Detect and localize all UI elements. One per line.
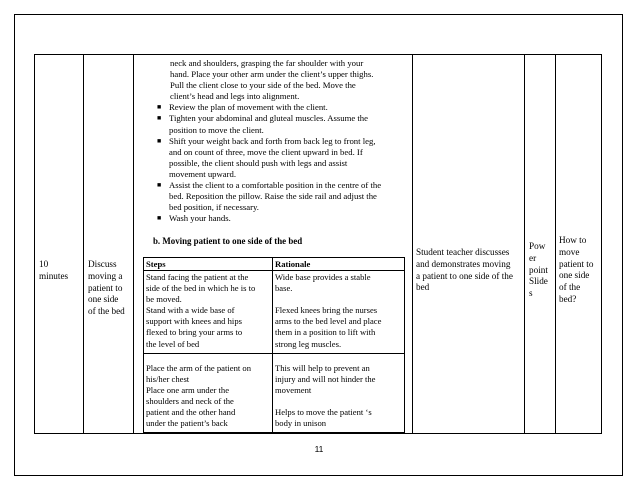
- page-number: 11: [314, 444, 324, 454]
- learning-activity-cell: [416, 247, 513, 294]
- text-line: Wide base provides a stable: [275, 272, 371, 282]
- text-line: support with knees and hips: [146, 316, 242, 327]
- text-line: s: [529, 288, 533, 299]
- continued-paragraph: [146, 58, 410, 102]
- text-line: strong leg muscles.: [275, 338, 342, 349]
- rationale-header: Rationale: [275, 259, 311, 269]
- steps-cell: [146, 363, 251, 430]
- square-bullet-icon: ■: [157, 136, 162, 145]
- square-bullet-icon: ■: [157, 181, 162, 190]
- row-divider: [144, 270, 404, 271]
- time-cell: [39, 259, 79, 283]
- text-line: Stand with a wide base of: [146, 305, 235, 316]
- square-bullet-icon: ■: [157, 114, 162, 123]
- text-line: move: [559, 246, 580, 257]
- time-value: 10 minutes: [39, 259, 69, 281]
- step-item: [146, 113, 410, 135]
- square-bullet-icon: ■: [157, 214, 162, 223]
- text-line: and demonstrates moving: [416, 258, 511, 269]
- column-divider: [83, 55, 84, 433]
- text-line: under the patient’s back: [146, 418, 228, 429]
- text-line: bed?: [559, 293, 577, 304]
- text-line: Flexed knees bring the nurses: [275, 305, 378, 316]
- column-divider: [133, 55, 134, 433]
- column-divider: [272, 258, 273, 432]
- av-aids-cell: [529, 241, 548, 300]
- text-line: flexed to bring your arms to: [146, 327, 243, 338]
- text-line: er: [529, 252, 537, 263]
- objective-line: of the bed: [88, 306, 125, 317]
- text-line: bed: [416, 282, 430, 293]
- text-line: shoulders and neck of the: [146, 396, 234, 407]
- text-line: bed position, if necessary.: [169, 202, 259, 213]
- row-divider: [144, 353, 404, 354]
- text-line: Wash your hands.: [169, 213, 231, 224]
- objective-line: moving a: [88, 270, 123, 281]
- text-line: Shift your weight back and forth from back leg to front leg,: [169, 135, 376, 146]
- step-item: [146, 180, 410, 213]
- step-item: [146, 213, 410, 224]
- column-divider: [524, 55, 525, 433]
- text-line: movement upward.: [169, 168, 237, 179]
- text-line: his/her chest: [146, 374, 190, 385]
- step-item: [146, 136, 410, 180]
- text-line: be moved.: [146, 294, 182, 305]
- text-line: of the: [559, 282, 581, 293]
- step-list: [146, 102, 410, 224]
- objective-cell: [88, 259, 125, 318]
- text-line: one side: [559, 270, 590, 281]
- steps-header: Steps: [146, 259, 166, 269]
- text-line: injury and will not hinder the: [275, 374, 376, 385]
- text-line: patient and the other hand: [146, 407, 236, 418]
- text-line: side of the bed in which he is to: [146, 283, 256, 294]
- text-line: patient to: [559, 258, 594, 269]
- text-line: Place one arm under the: [146, 385, 230, 396]
- text-line: Place the arm of the patient on: [146, 363, 251, 373]
- text-line: them in a position to lift with: [275, 327, 376, 338]
- text-line: client’s head and legs into alignment.: [170, 91, 300, 102]
- text-line: neck and shoulders, grasping the far shoulder with your: [170, 58, 364, 68]
- inner-table: [143, 257, 405, 433]
- text-line: This will help to prevent an: [275, 363, 370, 373]
- content-cell: [146, 58, 410, 224]
- text-line: Slide: [529, 276, 548, 287]
- text-line: point: [529, 264, 548, 275]
- objective-line: one side: [88, 294, 119, 305]
- text-line: Pow: [529, 241, 546, 251]
- text-line: Pull the client close to your side of the bed. Move the: [170, 80, 356, 91]
- text-line: [275, 396, 375, 407]
- step-item: [146, 102, 410, 113]
- text-line: body in unison: [275, 418, 327, 429]
- rationale-cell: [275, 363, 375, 430]
- text-line: possible, the client should push with legs and assist: [169, 157, 348, 168]
- text-line: Review the plan of movement with the client.: [169, 102, 328, 113]
- steps-cell: [146, 272, 255, 350]
- text-line: and on count of three, move the client upward in bed. If: [169, 146, 363, 157]
- column-divider: [555, 55, 556, 433]
- column-divider: [412, 55, 413, 433]
- text-line: movement: [275, 385, 312, 396]
- objective-line: patient to: [88, 282, 123, 293]
- text-line: How to: [559, 235, 587, 245]
- text-line: Stand facing the patient at the: [146, 272, 249, 282]
- text-line: bed. Reposition the pillow. Raise the side rail and adjust the: [169, 191, 377, 202]
- text-line: position to move the client.: [169, 124, 264, 135]
- text-line: hand. Place your other arm under the client’s upper thighs.: [170, 69, 374, 80]
- objective-line: Discuss: [88, 259, 117, 269]
- text-line: Helps to move the patient ‘s: [275, 407, 372, 418]
- sub-heading: b. Moving patient to one side of the bed: [153, 236, 303, 246]
- text-line: [275, 294, 381, 305]
- text-line: the level of bed: [146, 338, 200, 349]
- text-line: arms to the bed level and place: [275, 316, 382, 327]
- text-line: Student teacher discusses: [416, 247, 510, 257]
- text-line: Tighten your abdominal and gluteal muscles. Assume the: [169, 113, 368, 124]
- evaluation-cell: [559, 235, 593, 306]
- text-line: a patient to one side of the: [416, 270, 513, 281]
- rationale-cell: [275, 272, 381, 350]
- text-line: Assist the client to a comfortable position in the centre of the: [169, 180, 382, 191]
- square-bullet-icon: ■: [157, 103, 162, 112]
- text-line: base.: [275, 283, 293, 294]
